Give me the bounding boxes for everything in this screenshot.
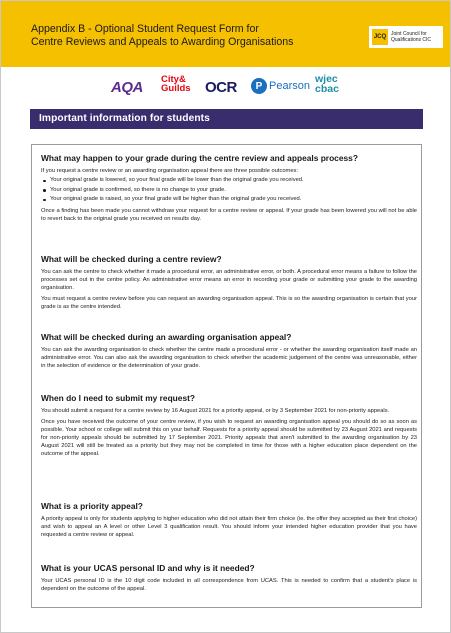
- list-item: Your original grade is raised, so your final grade will be higher than the original grade you received.: [41, 195, 417, 205]
- title-line-1: Appendix B - Optional Student Request Form for: [31, 23, 259, 35]
- list-item: Your original grade is confirmed, so there is no change to your grade.: [41, 186, 417, 196]
- header-band: [1, 1, 451, 67]
- section-priority-appeal: [41, 501, 417, 539]
- aqa-logo: AQA: [111, 79, 143, 96]
- pearson-icon: P: [251, 78, 267, 94]
- pearson-logo: Pearson: [269, 80, 310, 92]
- section-deadlines: [41, 393, 417, 458]
- section-question: What is a priority appeal?: [41, 501, 143, 511]
- awarding-body-logos: [1, 67, 451, 107]
- section-grade-outcomes: [41, 153, 417, 223]
- section-question: What will be checked during an awarding organisation appeal?: [41, 332, 292, 342]
- section-paragraph: You can ask the awarding organisation to check whether the centre made a procedural error - or whether the awarding organisation itself made an administrative error. You can also ask the awarding organisation to check whether the academic judgement of the centre was unreasonable, either in the selection of evidence or the determination of your grade.: [41, 347, 417, 369]
- section-paragraph: Once a finding has been made you cannot withdraw your request for a centre review or appeal. If your grade has been lowered you will not be able to revert back to the original grade you received on results day.: [41, 207, 417, 222]
- jcq-mark: JCQ: [372, 29, 388, 45]
- jcq-logo: [369, 26, 443, 48]
- title-line-2: Centre Reviews and Appeals to Awarding Organisations: [31, 36, 294, 48]
- section-paragraph: You must request a centre review before you can request an awarding organisation appeal. This is so the awarding organisation is certain that your grade is as the centre intended.: [41, 296, 417, 310]
- jcq-cic: CIC: [422, 37, 432, 43]
- section-question: What will be checked during a centre review?: [41, 254, 222, 264]
- section-paragraph: A priority appeal is only for students applying to higher education who did not attain their firm choice (ie. the offer they accepted as their first choice) and wish to appeal an A level or other Level 3 qualification result. You should inform your intended higher education provider that you have requested a centre review or appeal.: [41, 516, 417, 538]
- list-item: Your original grade is lowered, so your final grade will be lower than the original grade you received.: [41, 176, 417, 186]
- section-intro: If you request a centre review or an awarding organisation appeal there are three possible outcomes:: [41, 168, 298, 174]
- jcq-name: Joint Council for Qualifications: [391, 31, 427, 43]
- outcome-list: [41, 176, 417, 205]
- city-and-guilds-line-2: Guilds: [161, 83, 191, 94]
- section-question: When do I need to submit my request?: [41, 393, 196, 403]
- section-question: What is your UCAS personal ID and why is it needed?: [41, 563, 255, 573]
- cbac-line: cbac: [315, 83, 339, 95]
- section-paragraph: Once you have received the outcome of your centre review, if you wish to request an awarding organisation appeal you should do so as soon as possible. Your school or college will submit this on your behalf. Requests for a priority appeal should be submitted by 23 August 2021 and requests for non-priority appeals should be submitted by 17 September 2021. Priority appeals that aren't submitted to the awarding organisation by 23 August 2021 will still be treated as a priority but they may not be completed in time for those with a higher education place dependent on the outcome of the appeal.: [41, 419, 417, 457]
- city-and-guilds-logo: [161, 75, 191, 93]
- wjec-line: wjec: [315, 73, 338, 85]
- section-question: What may happen to your grade during the centre review and appeals process?: [41, 153, 358, 163]
- section-ao-appeal: [41, 332, 417, 370]
- ocr-logo: OCR: [205, 79, 237, 96]
- section-paragraph: Your UCAS personal ID is the 10 digit code included in all correspondence from UCAS. This is needed to confirm that a student's place is dependent on the outcome of the appeal.: [41, 578, 417, 592]
- wjec-cbac-logo: [315, 74, 339, 94]
- section-paragraph: You can ask the centre to check whether it made a procedural error, an administrative error, or both. A procedural error means a failure to follow the processes set out in the centre policy. An administrative error means an error in recording your grade or submitting your grade to the awarding organisation.: [41, 269, 417, 291]
- city-and-guilds-line-1: City&: [161, 74, 186, 85]
- section-centre-review: [41, 254, 417, 311]
- section-paragraph: You should submit a request for a centre review by 16 August 2021 for a priority appeal, or by 3 September 2021 for non-priority appeals.: [41, 408, 390, 414]
- page-title: [31, 23, 361, 49]
- section-heading: Important information for students: [30, 109, 423, 129]
- section-ucas-id: [41, 563, 417, 593]
- information-box: [31, 144, 422, 608]
